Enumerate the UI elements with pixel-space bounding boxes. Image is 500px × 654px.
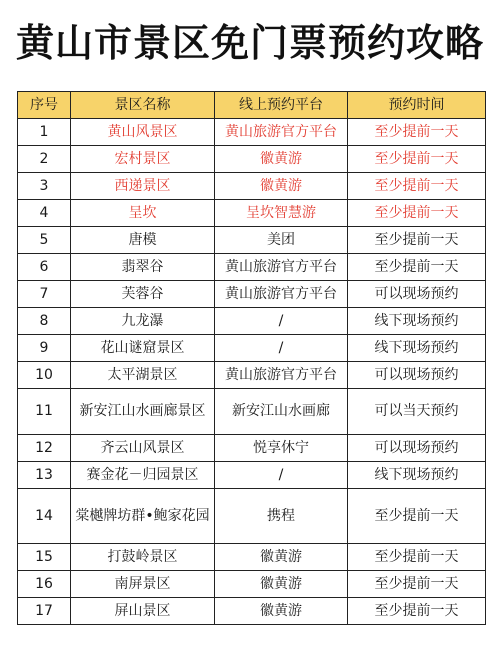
- cell-platform: /: [215, 462, 348, 489]
- cell-name: 赛金花－归园景区: [71, 462, 215, 489]
- cell-name: 屏山景区: [71, 598, 215, 625]
- table-row: [18, 362, 486, 389]
- page-title: 黄山市景区免门票预约攻略: [15, 21, 484, 65]
- cell-no: 2: [18, 146, 71, 173]
- cell-name: 太平湖景区: [71, 362, 215, 389]
- cell-name: 西递景区: [71, 173, 215, 200]
- table-row: [18, 200, 486, 227]
- cell-name: 黄山风景区: [71, 119, 215, 146]
- cell-no: 7: [18, 281, 71, 308]
- cell-time: 至少提前一天: [348, 173, 486, 200]
- cell-time: 至少提前一天: [348, 544, 486, 571]
- cell-name: 棠樾牌坊群•鲍家花园: [71, 489, 215, 544]
- cell-name: 新安江山水画廊景区: [71, 389, 215, 435]
- header-time: 预约时间: [348, 92, 486, 119]
- cell-time: 至少提前一天: [348, 227, 486, 254]
- table-header-row: [18, 92, 486, 119]
- cell-name: 宏村景区: [71, 146, 215, 173]
- cell-no: 3: [18, 173, 71, 200]
- table-row: [18, 119, 486, 146]
- cell-no: 16: [18, 571, 71, 598]
- cell-name: 南屏景区: [71, 571, 215, 598]
- cell-time: 至少提前一天: [348, 571, 486, 598]
- cell-name: 打鼓岭景区: [71, 544, 215, 571]
- cell-time: 可以现场预约: [348, 281, 486, 308]
- cell-platform: /: [215, 308, 348, 335]
- cell-platform: 新安江山水画廊: [215, 389, 348, 435]
- cell-time: 至少提前一天: [348, 200, 486, 227]
- cell-platform: 呈坎智慧游: [215, 200, 348, 227]
- cell-platform: /: [215, 335, 348, 362]
- table-row: [18, 435, 486, 462]
- table-row: [18, 571, 486, 598]
- table-row: [18, 544, 486, 571]
- table-row: [18, 598, 486, 625]
- table-row: [18, 462, 486, 489]
- table-row: [18, 146, 486, 173]
- cell-platform: 徽黄游: [215, 173, 348, 200]
- table-row: [18, 489, 486, 544]
- cell-time: 线下现场预约: [348, 462, 486, 489]
- cell-time: 可以现场预约: [348, 435, 486, 462]
- cell-no: 6: [18, 254, 71, 281]
- cell-name: 翡翠谷: [71, 254, 215, 281]
- cell-platform: 黄山旅游官方平台: [215, 254, 348, 281]
- cell-platform: 美团: [215, 227, 348, 254]
- table-row: [18, 173, 486, 200]
- cell-time: 至少提前一天: [348, 489, 486, 544]
- cell-time: 至少提前一天: [348, 119, 486, 146]
- header-name: 景区名称: [71, 92, 215, 119]
- cell-no: 4: [18, 200, 71, 227]
- cell-time: 可以当天预约: [348, 389, 486, 435]
- cell-time: 可以现场预约: [348, 362, 486, 389]
- cell-name: 呈坎: [71, 200, 215, 227]
- cell-name: 芙蓉谷: [71, 281, 215, 308]
- cell-name: 花山谜窟景区: [71, 335, 215, 362]
- cell-platform: 徽黄游: [215, 598, 348, 625]
- cell-name: 唐模: [71, 227, 215, 254]
- cell-no: 12: [18, 435, 71, 462]
- cell-name: 齐云山风景区: [71, 435, 215, 462]
- cell-platform: 徽黄游: [215, 544, 348, 571]
- cell-time: 至少提前一天: [348, 146, 486, 173]
- cell-no: 13: [18, 462, 71, 489]
- table-row: [18, 308, 486, 335]
- cell-no: 8: [18, 308, 71, 335]
- cell-platform: 黄山旅游官方平台: [215, 119, 348, 146]
- cell-no: 14: [18, 489, 71, 544]
- cell-time: 至少提前一天: [348, 598, 486, 625]
- cell-no: 11: [18, 389, 71, 435]
- cell-platform: 携程: [215, 489, 348, 544]
- cell-platform: 悦享休宁: [215, 435, 348, 462]
- table-row: [18, 335, 486, 362]
- table-row: [18, 389, 486, 435]
- cell-name: 九龙瀑: [71, 308, 215, 335]
- cell-time: 至少提前一天: [348, 254, 486, 281]
- cell-platform: 徽黄游: [215, 146, 348, 173]
- cell-platform: 黄山旅游官方平台: [215, 281, 348, 308]
- cell-no: 17: [18, 598, 71, 625]
- table-row: [18, 254, 486, 281]
- cell-time: 线下现场预约: [348, 308, 486, 335]
- reservation-table: [17, 91, 486, 625]
- cell-no: 1: [18, 119, 71, 146]
- cell-platform: 黄山旅游官方平台: [215, 362, 348, 389]
- cell-no: 10: [18, 362, 71, 389]
- header-platform: 线上预约平台: [215, 92, 348, 119]
- table-row: [18, 281, 486, 308]
- cell-time: 线下现场预约: [348, 335, 486, 362]
- table-row: [18, 227, 486, 254]
- header-no: 序号: [18, 92, 71, 119]
- cell-no: 9: [18, 335, 71, 362]
- cell-no: 5: [18, 227, 71, 254]
- cell-no: 15: [18, 544, 71, 571]
- cell-platform: 徽黄游: [215, 571, 348, 598]
